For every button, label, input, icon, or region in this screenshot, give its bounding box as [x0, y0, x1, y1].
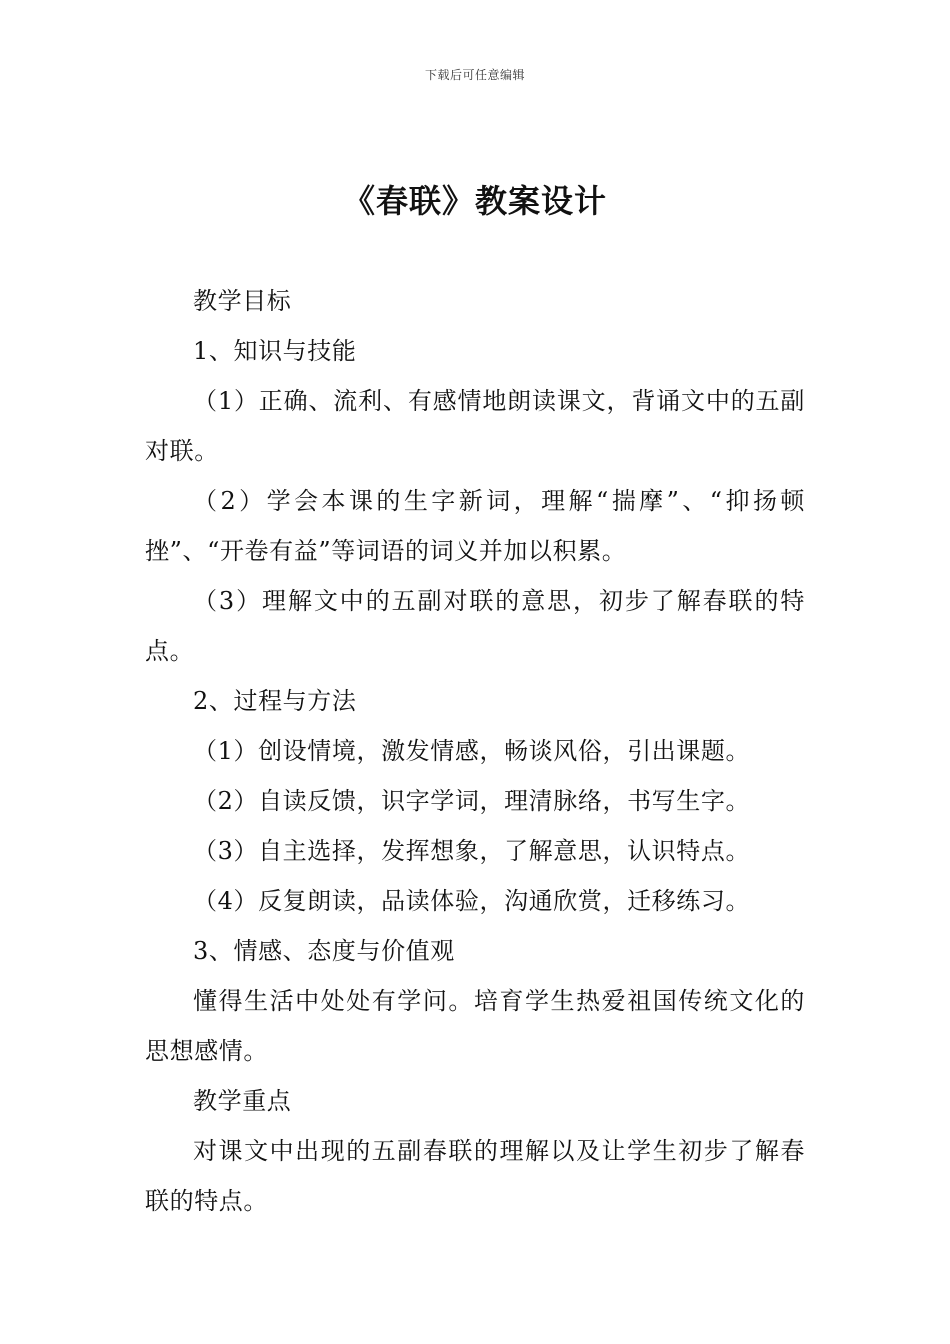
objective-item: （1）正确、流利、有感情地朗读课文，背诵文中的五副对联。 [145, 387, 805, 465]
objective-item: （3）自主选择，发挥想象，了解意思，认识特点。 [193, 837, 751, 865]
section-heading-objectives: 教学目标 [193, 287, 292, 315]
objective-item: 懂得生活中处处有学问。培育学生热爱祖国传统文化的思想感情。 [145, 987, 805, 1065]
document-body [145, 276, 805, 1226]
key-point-text: 对课文中出现的五副春联的理解以及让学生初步了解春联的特点。 [145, 1137, 805, 1215]
objective-item: （4）反复朗读，品读体验，沟通欣赏，迁移练习。 [193, 887, 751, 915]
subsection-heading-process-method: 2、过程与方法 [193, 687, 357, 715]
subsection-heading-knowledge-skills: 1、知识与技能 [193, 337, 357, 365]
objective-item: （1）创设情境，激发情感，畅谈风俗，引出课题。 [193, 737, 751, 765]
document-title: 《春联》教案设计 [342, 182, 607, 220]
objective-item: （2）学会本课的生字新词，理解“揣摩”、“抑扬顿挫”、“开卷有益”等词语的词义并加以积累。 [145, 487, 805, 565]
subsection-heading-values: 3、情感、态度与价值观 [193, 937, 455, 965]
header-note: 下载后可任意编辑 [424, 68, 525, 82]
section-heading-key-points: 教学重点 [193, 1087, 292, 1115]
objective-item: （3）理解文中的五副对联的意思，初步了解春联的特点。 [145, 587, 805, 665]
objective-item: （2）自读反馈，识字学词，理清脉络，书写生字。 [193, 787, 751, 815]
